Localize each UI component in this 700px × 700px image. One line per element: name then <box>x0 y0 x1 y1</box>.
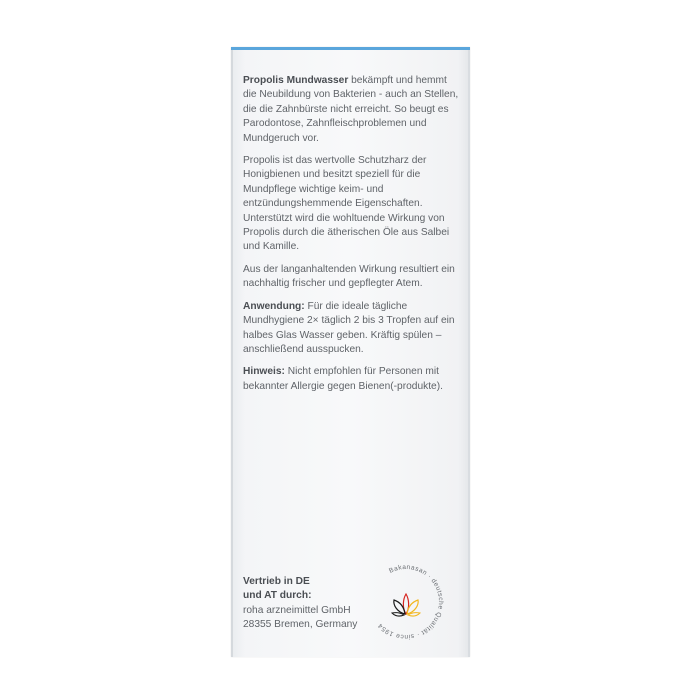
distributor-company: roha arzneimittel GmbH <box>243 604 351 616</box>
usage-text: Für die ideale tägliche Mundhygiene 2× täglich 2 bis 3 Tropfen auf ein halbes Glas Wasser geben. Kräftig spülen – anschließend ausspucken. <box>243 300 455 355</box>
distributor-heading-line1: Vertrieb in DE <box>243 576 310 587</box>
distributor-heading-line2: und AT durch: <box>243 590 312 602</box>
effect-paragraph: Aus der langanhaltenden Wirkung resultiert ein nachhaltig frischer und gepflegter Atem. <box>243 263 455 290</box>
propolis-paragraph: Propolis ist das wertvolle Schutzharz der Honigbienen und besitzt speziell für die Mundpflege wichtige keim- und entzündungshemmende Eigenschaften. Unterstützt wird die wohltuende Wirkung von Propolis durch die ätherischen Öle aus Salbei und Kamille. <box>243 155 450 253</box>
description-text <box>243 74 459 402</box>
distributor-block <box>243 575 373 633</box>
product-name: Propolis Mundwasser <box>243 75 349 86</box>
seal-ring-text <box>377 564 444 640</box>
intro-text: bekämpft und hemmt die Neubildung von Bakterien - auch an Stellen, die die Zahnbürste nicht erreicht. So beugt es Parodontose, Zahnfleischproblemen und Mundgeruch vor. <box>243 75 459 144</box>
note-paragraph <box>243 365 459 394</box>
product-box-panel <box>231 47 470 657</box>
usage-paragraph <box>243 300 459 358</box>
note-label: Hinweis: <box>243 366 285 378</box>
box-right-edge <box>468 50 470 657</box>
usage-label: Anwendung: <box>243 300 305 312</box>
blue-top-stripe <box>231 47 470 50</box>
intro-paragraph <box>243 74 459 146</box>
bakanasan-seal <box>365 561 447 643</box>
seal-ring-textpath: Bakanasan · deutsche Qualität · since 1954 <box>376 563 445 641</box>
distributor-address: 28355 Bremen, Germany <box>243 619 358 631</box>
note-text: Nicht empfohlen für Personen mit bekannter Allergie gegen Bienen(-produkte). <box>243 366 443 392</box>
box-left-edge <box>231 50 233 657</box>
flower-icon <box>392 594 420 616</box>
